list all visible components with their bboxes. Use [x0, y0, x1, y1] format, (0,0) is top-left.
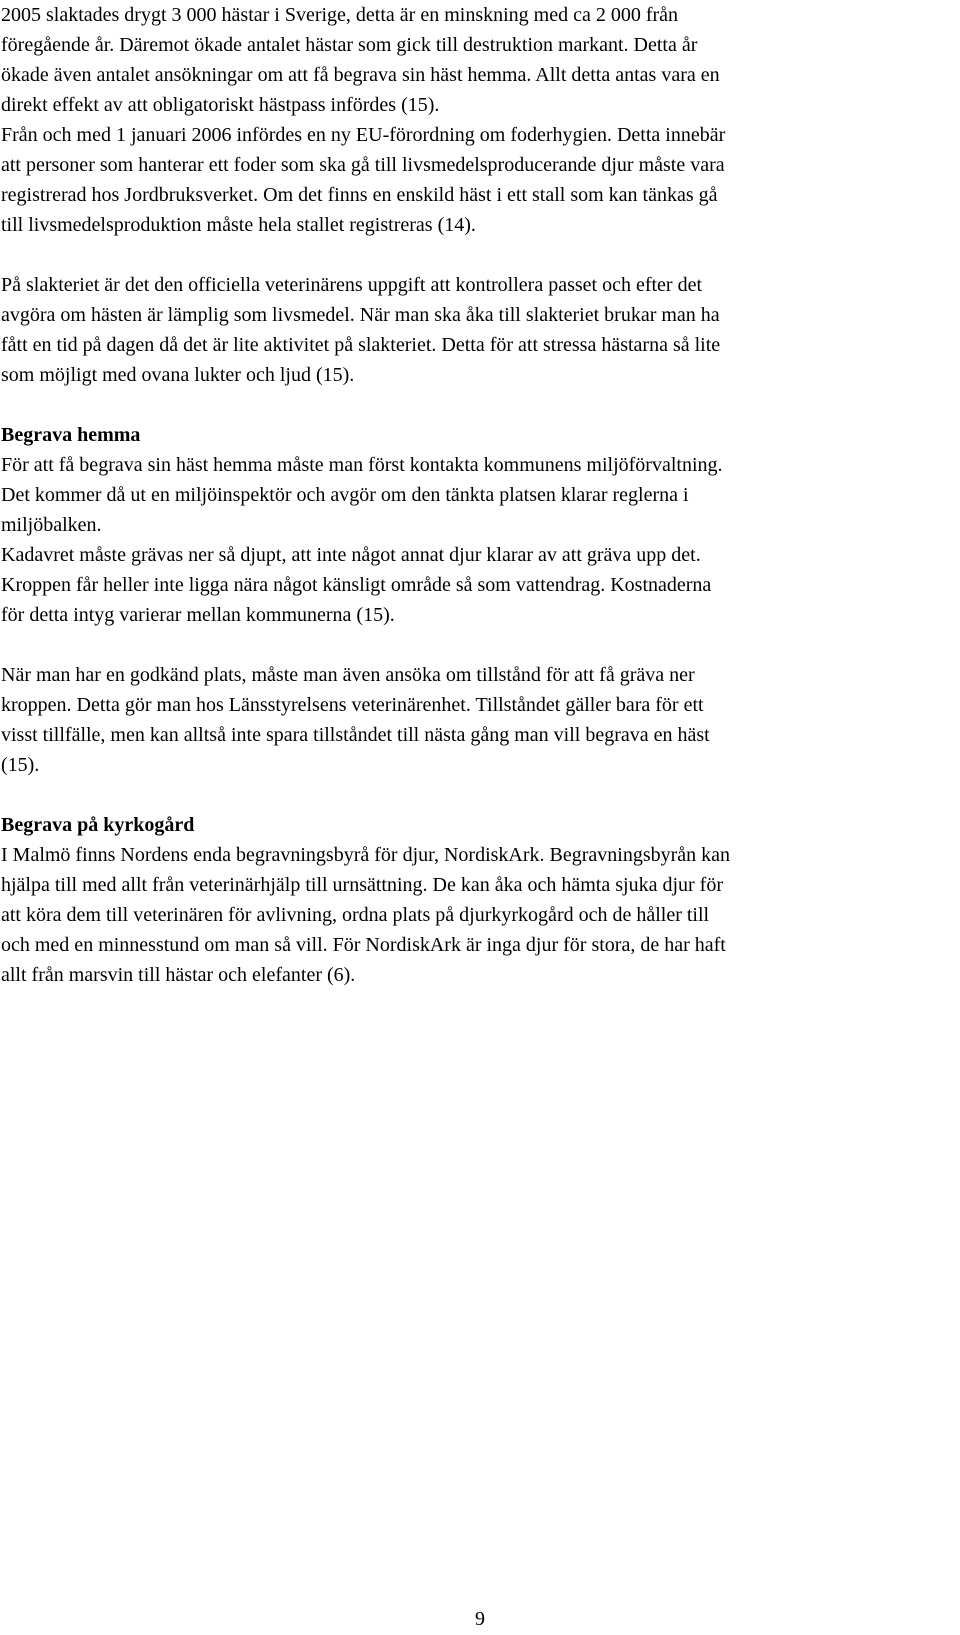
text-line: avgöra om hästen är lämplig som livsmedel. När man ska åka till slakteriet brukar man ha: [1, 304, 720, 326]
paragraph-slaughterhouse: [1, 270, 956, 390]
text-line: När man har en godkänd plats, måste man även ansöka om tillstånd för att få gräva ner: [1, 664, 695, 686]
text-line: allt från marsvin till hästar och elefanter (6).: [1, 964, 356, 986]
text-line: (15).: [1, 754, 40, 776]
text-line: kroppen. Detta gör man hos Länsstyrelsens veterinärenhet. Tillståndet gäller bara för ett: [1, 694, 704, 716]
page-number: 9: [475, 1608, 485, 1630]
paragraph-spacer: [1, 780, 956, 810]
text-line: I Malmö finns Nordens enda begravningsbyrå för djur, NordiskArk. Begravningsbyrån kan: [1, 844, 731, 866]
text-line: Från och med 1 januari 2006 infördes en ny EU-förordning om foderhygien. Detta innebär: [1, 124, 726, 146]
text-line: miljöbalken.: [1, 514, 102, 536]
paragraph-spacer: [1, 390, 956, 420]
text-line: På slakteriet är det den officiella veterinärens uppgift att kontrollera passet och efter det: [1, 274, 703, 296]
text-line: Kroppen får heller inte ligga nära något känsligt område så som vattendrag. Kostnaderna: [1, 574, 712, 596]
text-line: 2005 slaktades drygt 3 000 hästar i Sverige, detta är en minskning med ca 2 000 från: [1, 4, 679, 26]
text-line: till livsmedelsproduktion måste hela stallet registreras (14).: [1, 214, 476, 236]
text-line: att köra dem till veterinären för avlivning, ordna plats på djurkyrkogård och de håller till: [1, 904, 710, 926]
text-line: registrerad hos Jordbruksverket. Om det finns en enskild häst i ett stall som kan tänkas gå: [1, 184, 718, 206]
text-line: För att få begrava sin häst hemma måste man först kontakta kommunens miljöförvaltning.: [1, 454, 723, 476]
text-line: och med en minnesstund om man så vill. För NordiskArk är inga djur för stora, de har haft: [1, 934, 726, 956]
text-line: hjälpa till med allt från veterinärhjälp till urnsättning. De kan åka och hämta sjuka djur för: [1, 874, 723, 896]
text-line: föregående år. Däremot ökade antalet hästar som gick till destruktion markant. Detta år: [1, 34, 698, 56]
text-line: visst tillfälle, men kan alltså inte spara tillståndet till nästa gång man vill begrava en häst: [1, 724, 710, 746]
paragraph-permit: [1, 660, 956, 780]
text-line: fått en tid på dagen då det är lite aktivitet på slakteriet. Detta för att stressa hästarna så lite: [1, 334, 721, 356]
section-cemetery-burial: [1, 810, 956, 990]
section-bury-at-home: [1, 420, 956, 630]
text-line: för detta intyg varierar mellan kommunerna (15).: [1, 604, 395, 626]
text-line: som möjligt med ovana lukter och ljud (15).: [1, 364, 355, 386]
text-line: ökade även antalet ansökningar om att få begrava sin häst hemma. Allt detta antas vara en: [1, 64, 720, 86]
section-heading: Begrava hemma: [1, 424, 141, 446]
text-line: direkt effekt av att obligatoriskt hästpass infördes (15).: [1, 94, 440, 116]
paragraph-spacer: [1, 630, 956, 660]
text-line: Det kommer då ut en miljöinspektör och avgör om den tänkta platsen klarar reglerna i: [1, 484, 689, 506]
section-heading: Begrava på kyrkogård: [1, 814, 195, 836]
text-line: Kadavret måste grävas ner så djupt, att inte något annat djur klarar av att gräva upp det.: [1, 544, 701, 566]
paragraph-spacer: [1, 240, 956, 270]
paragraph-slaughter-statistics: [1, 0, 956, 240]
text-line: att personer som hanterar ett foder som ska gå till livsmedelsproducerande djur måste vara: [1, 154, 725, 176]
